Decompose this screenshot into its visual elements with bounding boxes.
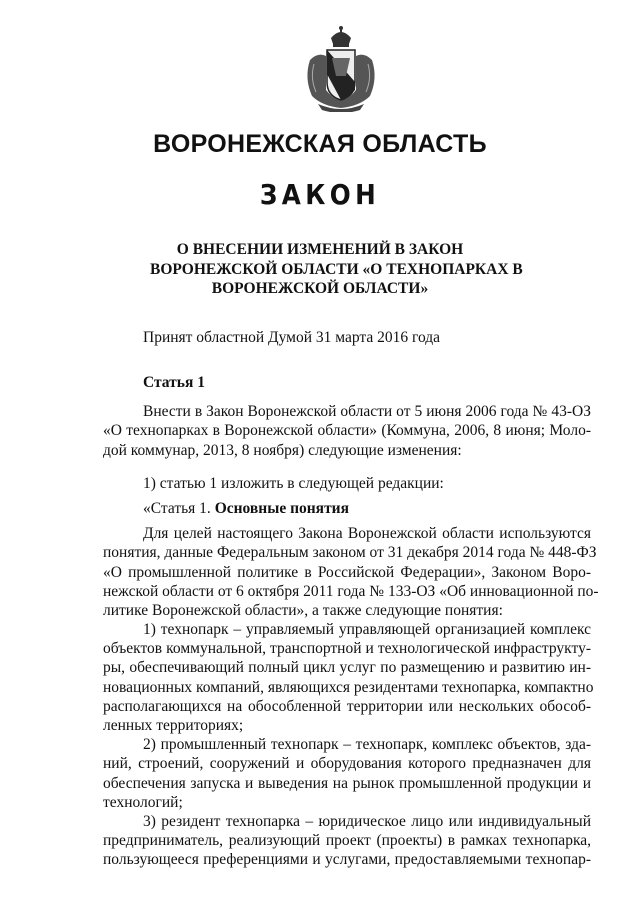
- definition-line: 3) резидент технопарка – юридическое лицо или индивидуальный: [143, 812, 591, 830]
- definition-line: ры, обеспечивающий полный цикл услуг по размещению и развитию ин-: [103, 659, 591, 677]
- quoted-prefix: «Статья 1.: [143, 499, 211, 517]
- region-name: ВОРОНЕЖСКАЯ ОБЛАСТЬ: [153, 130, 487, 158]
- title-line: ВОРОНЕЖСКОЙ ОБЛАСТИ»: [211, 280, 429, 297]
- definition-line: предприниматель, реализующий проект (проекты) в рамках технопарка,: [103, 832, 591, 850]
- definition-line: технологий;: [103, 793, 183, 811]
- text-line: «О технопарках в Воронежской области» (Коммуна, 2006, 8 июня; Моло-: [103, 422, 591, 440]
- title-line: О ВНЕСЕНИИ ИЗМЕНЕНИЙ В ЗАКОН: [176, 241, 464, 258]
- definition-line: новационных компаний, являющихся резидентами технопарка, компактно: [103, 678, 594, 696]
- text-line: понятия, данные Федеральным законом от 31 декабря 2014 года № 448-ФЗ: [103, 544, 597, 562]
- article-heading: Статья 1: [143, 374, 205, 391]
- text-line: дой коммунар, 2013, 8 ноября) следующие изменения:: [103, 441, 462, 459]
- definition-line: ленных территориях;: [103, 717, 244, 735]
- definition-line: обеспечения запуска и выведения на рынок промышленной продукции и: [103, 774, 591, 792]
- title-line: ВОРОНЕЖСКОЙ ОБЛАСТИ «О ТЕХНОПАРКАХ В: [150, 260, 523, 278]
- definition-line: располагающихся на обособленной территории или нескольких обособ-: [103, 697, 591, 715]
- definition-line: ний, строений, сооружений и оборудования которого предназначен для: [103, 755, 591, 773]
- definition-line: 1) технопарк – управляемый управляющей организацией комплекс: [143, 621, 591, 639]
- adoption-date: Принят областной Думой 31 марта 2016 года: [143, 329, 441, 346]
- definition-line: 2) промышленный технопарк – технопарк, комплекс объектов, зда-: [143, 736, 591, 754]
- text-line: нежской области от 6 октября 2011 года № 133-ОЗ «Об инновационной по-: [103, 582, 599, 600]
- document-type: ЗАКОН: [259, 178, 381, 211]
- quoted-article-heading: [103, 499, 591, 518]
- amendment-item: 1) статью 1 изложить в следующей редакции:: [143, 474, 444, 492]
- law-title: [150, 240, 523, 299]
- text-line: литике Воронежской области», а также следующие понятия:: [103, 601, 503, 619]
- text-line: Для целей настоящего Закона Воронежской области используются: [143, 525, 591, 543]
- text-line: Внести в Закон Воронежской области от 5 июня 2006 года № 43-ОЗ: [143, 403, 591, 421]
- quoted-heading: Основные понятия: [214, 499, 350, 517]
- definition-line: пользующееся преференциями и услугами, предоставляемыми технопар-: [103, 851, 591, 869]
- text-line: «О промышленной политике в Российской Федерации», Законом Воро-: [103, 563, 591, 581]
- article-1: [103, 373, 599, 870]
- coat-of-arms-icon: [298, 24, 384, 112]
- definition-line: объектов коммунальной, транспортной и технологической инфраструкту-: [103, 640, 591, 658]
